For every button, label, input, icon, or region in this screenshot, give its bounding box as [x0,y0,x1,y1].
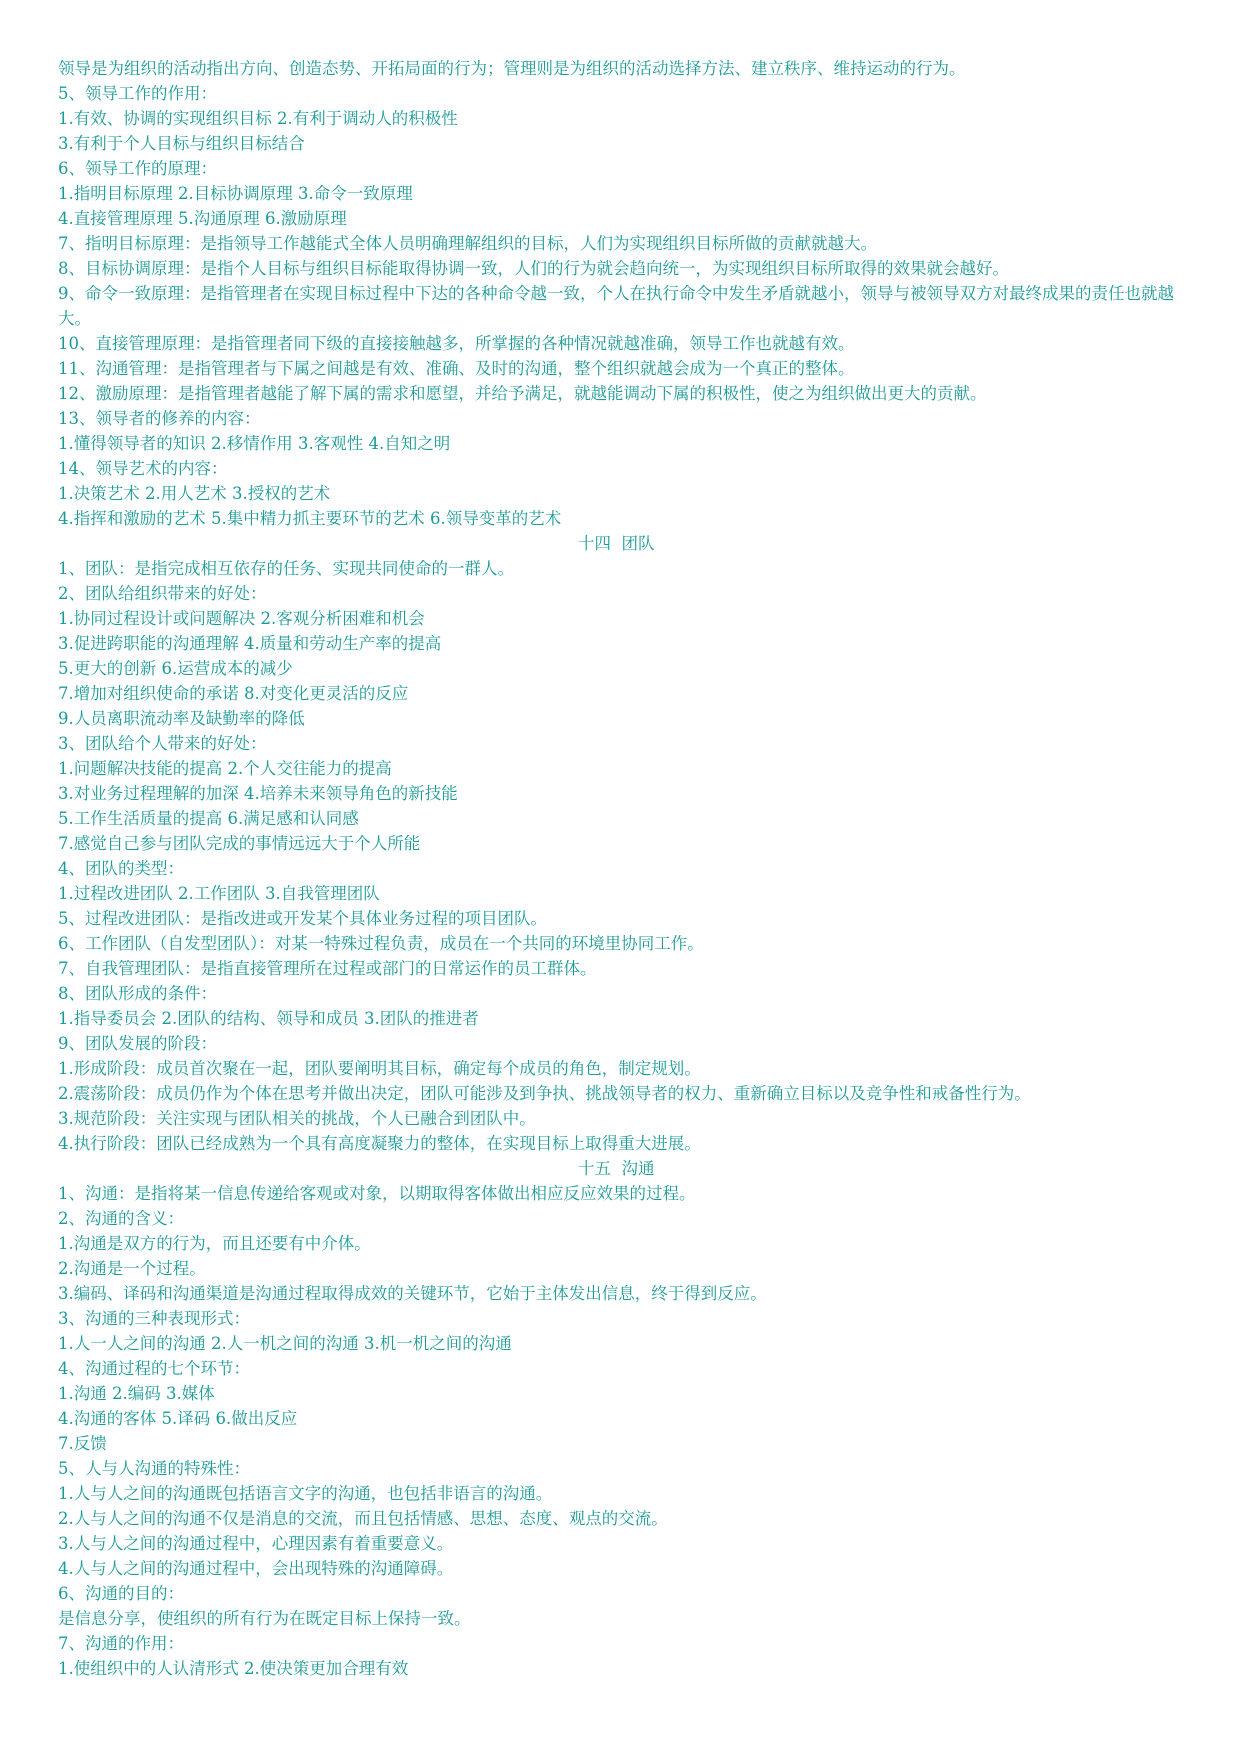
text-line: 1.人一人之间的沟通 2.人一机之间的沟通 3.机一机之间的沟通 [58,1334,512,1353]
text-line: 1.使组织中的人认清形式 2.使决策更加合理有效 [58,1659,409,1678]
text-line: 7.反馈 [58,1434,107,1453]
text-line: 1.人与人之间的沟通既包括语言文字的沟通，也包括非语言的沟通。 [58,1484,553,1503]
text-line: 1、团队：是指完成相互依存的任务、实现共同使命的一群人。 [58,559,514,578]
text-line: 5.工作生活质量的提高 6.满足感和认同感 [58,809,359,828]
text-line: 2.震荡阶段：成员仍作为个体在思考并做出决定，团队可能涉及到争执、挑战领导者的权力、重新确立目标以及竞争性和戒备性行为。 [58,1084,1031,1103]
text-line: 1、沟通：是指将某一信息传递给客观或对象，以期取得客体做出相应反应效果的过程。 [58,1184,696,1203]
text-line: 1.指导委员会 2.团队的结构、领导和成员 3.团队的推进者 [58,1009,479,1028]
text-line: 11、沟通管理：是指管理者与下属之间越是有效、准确、及时的沟通，整个组织就越会成为一个真正的整体。 [58,359,855,378]
text-line: 7.感觉自己参与团队完成的事情远远大于个人所能 [58,834,421,853]
list-heading: 2、团队给组织带来的好处： [58,584,267,603]
text-line: 7、自我管理团队：是指直接管理所在过程或部门的日常运作的员工群体。 [58,959,597,978]
document-page [58,56,1188,1681]
text-line: 3.规范阶段：关注实现与团队相关的挑战，个人已融合到团队中。 [58,1109,536,1128]
text-line: 10、直接管理原理：是指管理者同下级的直接接触越多，所掌握的各种情况就越准确，领导工作也就越有效。 [58,334,855,353]
text-line: 4.执行阶段：团队已经成熟为一个具有高度凝聚力的整体，在实现目标上取得重大进展。 [58,1134,701,1153]
text-line: 8、目标协调原理：是指个人目标与组织目标能取得协调一致，人们的行为就会趋向统一，为实现组织目标所取得的效果就会越好。 [58,259,1009,278]
text-line: 1.问题解决技能的提高 2.个人交往能力的提高 [58,759,392,778]
list-heading: 4、团队的类型： [58,859,184,878]
list-heading: 6、沟通的目的： [58,1584,184,1603]
list-heading: 5、人与人沟通的特殊性： [58,1459,250,1478]
text-line: 3.对业务过程理解的加深 4.培养未来领导角色的新技能 [58,784,458,803]
text-line: 1.懂得领导者的知识 2.移情作用 3.客观性 4.自知之明 [58,434,451,453]
text-line: 4.人与人之间的沟通过程中，会出现特殊的沟通障碍。 [58,1559,454,1578]
text-line: 5.更大的创新 6.运营成本的减少 [58,659,293,678]
list-heading: 3、沟通的三种表现形式： [58,1309,250,1328]
text-line: 5、过程改进团队：是指改进或开发某个具体业务过程的项目团队。 [58,909,547,928]
text-line: 3.人与人之间的沟通过程中，心理因素有着重要意义。 [58,1534,454,1553]
list-heading: 7、沟通的作用： [58,1634,184,1653]
list-heading: 9、团队发展的阶段： [58,1034,217,1053]
text-line: 4.直接管理原理 5.沟通原理 6.激励原理 [58,209,347,228]
text-line: 1.沟通 2.编码 3.媒体 [58,1384,215,1403]
list-heading: 5、领导工作的作用： [58,84,217,103]
text-line: 1.有效、协调的实现组织目标 2.有利于调动人的积极性 [58,109,458,128]
text-line: 9.人员离职流动率及缺勤率的降低 [58,709,305,728]
text-line: 2.人与人之间的沟通不仅是消息的交流，而且包括情感、思想、态度、观点的交流。 [58,1509,668,1528]
text-line: 12、激励原理：是指管理者越能了解下属的需求和愿望，并给予满足，就越能调动下属的积极性，使之为组织做出更大的贡献。 [58,384,987,403]
list-heading: 4、沟通过程的七个环节： [58,1359,250,1378]
list-heading: 13、领导者的修养的内容： [58,409,261,428]
text-line: 3.编码、译码和沟通渠道是沟通过程取得成效的关键环节，它始于主体发出信息，终于得到反应。 [58,1284,767,1303]
section-heading-team: 十四 团队 [578,534,655,553]
text-line: 领导是为组织的活动指出方向、创造态势、开拓局面的行为；管理则是为组织的活动选择方法、建立秩序、维持运动的行为。 [58,59,966,78]
text-line: 1.协同过程设计或问题解决 2.客观分析困难和机会 [58,609,425,628]
text-line: 3.促进跨职能的沟通理解 4.质量和劳动生产率的提高 [58,634,442,653]
text-line: 7、指明目标原理：是指领导工作越能式全体人员明确理解组织的目标，人们为实现组织目标所做的贡献就越大。 [58,234,877,253]
text-line: 4.指挥和激励的艺术 5.集中精力抓主要环节的艺术 6.领导变革的艺术 [58,509,562,528]
text-line: 2.沟通是一个过程。 [58,1259,206,1278]
text-line: 3.有利于个人目标与组织目标结合 [58,134,305,153]
list-heading: 14、领导艺术的内容： [58,459,228,478]
text-line: 1.过程改进团队 2.工作团队 3.自我管理团队 [58,884,380,903]
section-heading-communication: 十五 沟通 [578,1159,655,1178]
text-line: 1.形成阶段：成员首次聚在一起，团队要阐明其目标，确定每个成员的角色，制定规划。 [58,1059,701,1078]
list-heading: 6、领导工作的原理： [58,159,217,178]
text-paragraph: 9、命令一致原理：是指管理者在实现目标过程中下达的各种命令越一致，个人在执行命令中发生矛盾就越小，领导与被领导双方对最终成果的责任也就越大。 [58,284,1174,328]
text-line: 4.沟通的客体 5.译码 6.做出反应 [58,1409,298,1428]
text-line: 1.决策艺术 2.用人艺术 3.授权的艺术 [58,484,331,503]
text-line: 1.指明目标原理 2.目标协调原理 3.命令一致原理 [58,184,413,203]
text-line: 6、工作团队（自发型团队）：对某一特殊过程负责，成员在一个共同的环境里协同工作。 [58,934,704,953]
text-line: 是信息分享，使组织的所有行为在既定目标上保持一致。 [58,1609,471,1628]
list-heading: 8、团队形成的条件： [58,984,217,1003]
text-line: 7.增加对组织使命的承诺 8.对变化更灵活的反应 [58,684,409,703]
list-heading: 3、团队给个人带来的好处： [58,734,267,753]
text-line: 1.沟通是双方的行为，而且还要有中介体。 [58,1234,371,1253]
list-heading: 2、沟通的含义： [58,1209,184,1228]
